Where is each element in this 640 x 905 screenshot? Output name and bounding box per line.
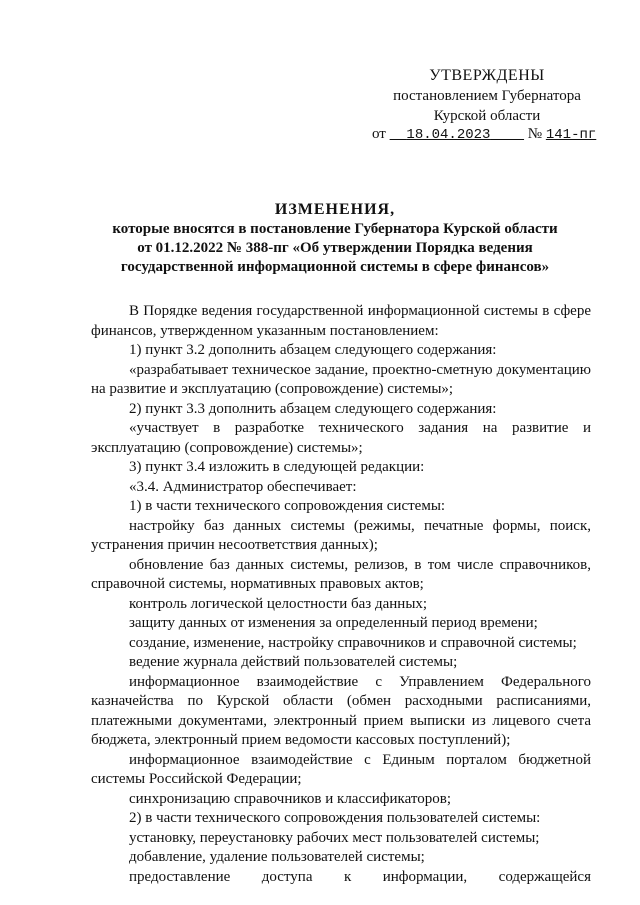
paragraph: 3) пункт 3.4 изложить в следующей редакции: [129,459,425,475]
approval-number: 141-пг [545,127,597,143]
paragraph: 1) в части технического сопровождения системы: [129,498,446,514]
paragraph: «разрабатывает техническое задание, проектно-сметную документацию на развитие и эксплуатацию (сопровождение) системы»; [91,361,591,397]
paragraph: контроль логической целостности баз данных; [129,595,428,612]
paragraph: создание, изменение, настройку справочников и справочной системы; [129,634,577,651]
approval-title: УТВЕРЖДЕНЫ [429,67,545,84]
paragraph: «участвует в разработке технического задания на развитие и эксплуатацию (сопровождение) системы»; [91,420,591,456]
heading-line-2: которые вносятся в постановление Губернатора Курской области [112,221,558,237]
document-heading [80,200,590,277]
heading-line-3: от 01.12.2022 № 388-пг «Об утверждении Порядка ведения [137,240,533,256]
paragraph: В Порядке ведения государственной информационной системы в сфере финансов, утвержденном указанным постановлением: [91,303,591,339]
heading-title: ИЗМЕНЕНИЯ, [274,201,396,218]
paragraph: защиту данных от изменения за определенный период времени; [129,615,538,631]
number-prefix: № [527,126,543,142]
paragraph: установку, переустановку рабочих мест пользователей системы; [129,829,540,846]
date-prefix: от [372,126,386,142]
heading-line-4: государственной информационной системы в сфере финансов» [120,259,550,275]
paragraph: 2) пункт 3.3 дополнить абзацем следующего содержания: [129,400,497,417]
approval-block [372,66,602,143]
approval-line-3: Курской области [433,108,541,124]
paragraph: 2) в части технического сопровождения пользователей системы: [129,810,541,826]
paragraph: информационное взаимодействие с Единым порталом бюджетной системы Российской Федерации; [91,751,591,787]
paragraph: добавление, удаление пользователей системы; [129,849,425,865]
approval-line-2: постановлением Губернатора [393,88,581,104]
paragraph: синхронизацию справочников и классификаторов; [129,790,451,807]
document-body [91,302,591,887]
paragraph: обновление баз данных системы, релизов, в том числе справочников, справочной системы, нормативных правовых актов; [91,556,591,592]
paragraph: предоставление доступа к информации, содержащейся [129,868,591,885]
paragraph: 1) пункт 3.2 дополнить абзацем следующего содержания: [129,342,497,358]
approval-date: 18.04.2023 [406,127,491,143]
approval-dateline [372,124,612,145]
paragraph: «3.4. Администратор обеспечивает: [129,478,357,495]
paragraph: информационное взаимодействие с Управлением Федерального казначейства по Курской области (обмен расходными расписаниями, платежными документами, электронный прием выписки из лицевого счета бюджета, электронный прием ведомости кассовых поступлений); [91,673,591,748]
paragraph: настройку баз данных системы (режимы, печатные формы, поиск, устранения причин несоответствия данных); [91,517,591,553]
paragraph: ведение журнала действий пользователей системы; [129,654,458,670]
